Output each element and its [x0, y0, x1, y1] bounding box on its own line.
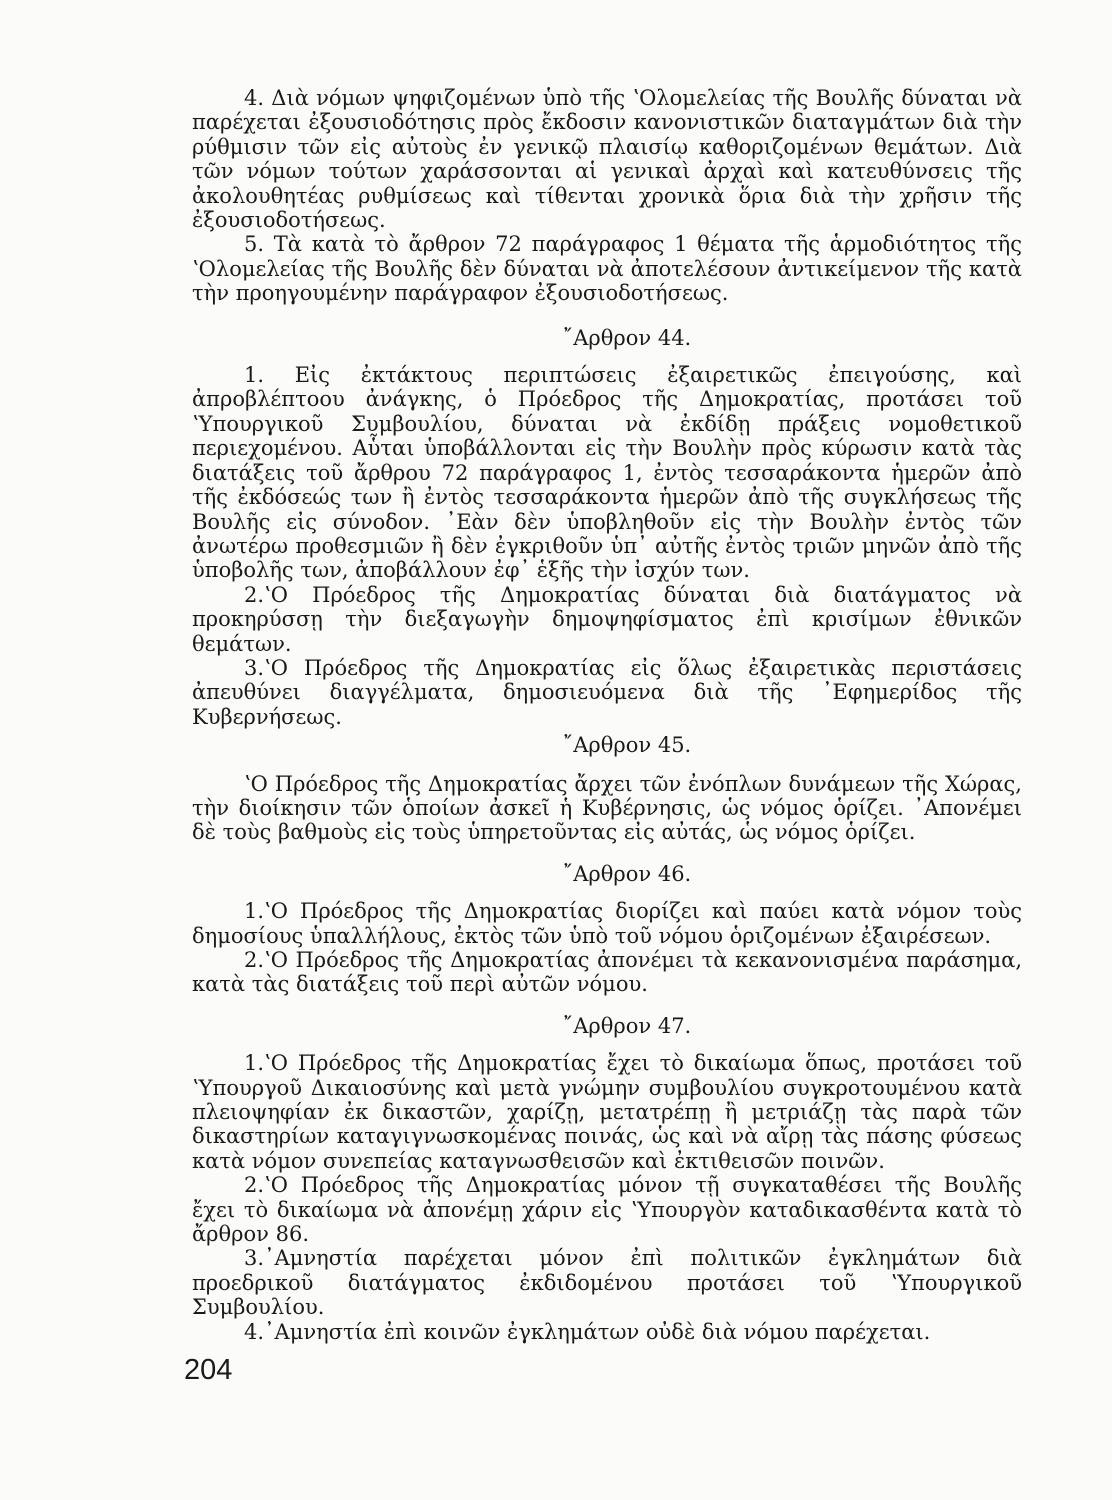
article-46-body: [192, 899, 1022, 997]
continued-article-section: [192, 86, 1022, 306]
article-44-paragraph-1: 1. Εἰς ἐκτάκτους περιπτώσεις ἐξαιρετικῶς ἐπειγούσης, καὶ ἀπροβλέπτοου ἀνάγκης, ὁ Πρόεδρος τῆς Δημοκρατίας, προτάσει τοῦ ʽΥπουργικοῦ Συμβουλίου, δύναται νὰ ἐκδίδῃ πράξεις νομοθετικοῦ περιεχομένου. Αὗται ὑποβάλλονται εἰς τὴν Βουλὴν πρὸς κύρωσιν κατὰ τὰς διατάξεις τοῦ ἄρθρου 72 παράγραφος 1, ἐντὸς τεσσαράκοντα ἡμερῶν ἀπὸ τῆς ἐκδόσεώς των ἢ ἐντὸς τεσσαράκοντα ἡμερῶν ἀπὸ τῆς συγκλήσεως τῆς Βουλῆς εἰς σύνοδον. ᾿Εὰν δὲν ὑποβληθοῦν εἰς τὴν Βουλὴν ἐντὸς τῶν ἀνωτέρω προθεσμιῶν ἢ δὲν ἐγκριθοῦν ὑπ᾿ αὐτῆς ἐντὸς τριῶν μηνῶν ἀπὸ τῆς ὑποβολῆς των, ἀποβάλλουν ἐφ᾿ ἑξῆς τὴν ἰσχύν των.: [192, 363, 1022, 583]
paragraph-5: 5. Τὰ κατὰ τὸ ἄρθρον 72 παράγραφος 1 θέματα τῆς ἁρμοδιότητος τῆς ʽΟλομελείας τῆς Βουλῆς δὲν δύναται νὰ ἀποτελέσουν ἀντικείμενον τῆς κατὰ τὴν προηγουμένην παράγραφον ἐξουσιοδοτήσεως.: [192, 232, 1022, 306]
document-body: [192, 86, 1022, 1344]
article-46-paragraph-2: 2.ʽΟ Πρόεδρος τῆς Δημοκρατίας ἀπονέμει τὰ κεκανονισμένα παράσημα, κατὰ τὰς διατάξεις τοῦ περὶ αὐτῶν νόμου.: [192, 948, 1022, 997]
article-46-paragraph-1: 1.ʽΟ Πρόεδρος τῆς Δημοκρατίας διορίζει καὶ παύει κατὰ νόμον τοὺς δημοσίους ὑπαλλήλους, ἐκτὸς τῶν ὑπὸ τοῦ νόμου ὁριζομένων ἐξαιρέσεων.: [192, 899, 1022, 948]
page-number: 204: [184, 1354, 233, 1386]
article-47-heading: ῎Αρθρον 47.: [562, 1013, 692, 1038]
paragraph-4: 4. Διὰ νόμων ψηφιζομένων ὑπὸ τῆς ʽΟλομελείας τῆς Βουλῆς δύναται νὰ παρέχεται ἐξουσιοδότησις πρὸς ἔκδοσιν κανονιστικῶν διαταγμάτων διὰ τὴν ρύθμισιν τῶν εἰς αὐτοὺς ἐν γενικῷ πλαισίῳ καθοριζομένων θεμάτων. Διὰ τῶν νόμων τούτων χαράσσονται αἱ γενικαὶ ἀρχαὶ καὶ κατευθύνσεις τῆς ἀκολουθητέας ρυθμίσεως καὶ τίθενται χρονικὰ ὅρια διὰ τὴν χρῆσιν τῆς ἐξουσιοδοτήσεως.: [192, 86, 1022, 233]
article-45-heading: ῎Αρθρον 45.: [562, 733, 692, 758]
article-44-heading: ῎Αρθρον 44.: [562, 325, 692, 350]
article-47-body: [192, 1051, 1022, 1344]
article-44-paragraph-3: 3.ʽΟ Πρόεδρος τῆς Δημοκρατίας εἰς ὅλως ἐξαιρετικὰς περιστάσεις ἀπευθύνει διαγγέλματα, δημοσιευόμενα διὰ τῆς ᾿Εφημερίδος τῆς Κυβερνήσεως.: [192, 655, 1022, 729]
article-44-paragraph-2: 2.ʽΟ Πρόεδρος τῆς Δημοκρατίας δύναται διὰ διατάγματος νὰ προκηρύσσῃ τὴν διεξαγωγὴν δημοψηφίσματος ἐπὶ κρισίμων ἐθνικῶν θεμάτων.: [192, 582, 1022, 656]
article-44-body: [192, 363, 1022, 729]
article-47-paragraph-3: 3.᾿Αμνηστία παρέχεται μόνον ἐπὶ πολιτικῶν ἐγκλημάτων διὰ προεδρικοῦ διατάγματος ἐκδιδομένου προτάσει τοῦ ʽΥπουργικοῦ Συμβουλίου.: [192, 1246, 1022, 1320]
article-45-paragraph-1: ʽΟ Πρόεδρος τῆς Δημοκρατίας ἄρχει τῶν ἐνόπλων δυνάμεων τῆς Χώρας, τὴν διοίκησιν τῶν ὁποίων ἀσκεῖ ἡ Κυβέρνησις, ὡς νόμος ὁρίζει. ᾿Απονέμει δὲ τοὺς βαθμοὺς εἰς τοὺς ὑπηρετοῦντας εἰς αὐτάς, ὡς νόμος ὁρίζει.: [192, 771, 1022, 845]
article-47-paragraph-4: 4.᾿Αμνηστία ἐπὶ κοινῶν ἐγκλημάτων οὐδὲ διὰ νόμου παρέχεται.: [244, 1319, 931, 1344]
article-46-heading: ῎Αρθρον 46.: [562, 861, 692, 886]
article-47-paragraph-2: 2.ʽΟ Πρόεδρος τῆς Δημοκρατίας μόνον τῇ συγκαταθέσει τῆς Βουλῆς ἔχει τὸ δικαίωμα νὰ ἀπονέμῃ χάριν εἰς ʽΥπουργὸν καταδικασθέντα κατὰ τὸ ἄρθρον 86.: [192, 1173, 1022, 1247]
article-47-paragraph-1: 1.ʽΟ Πρόεδρος τῆς Δημοκρατίας ἔχει τὸ δικαίωμα ὅπως, προτάσει τοῦ ʽΥπουργοῦ Δικαιοσύνης καὶ μετὰ γνώμην συμβουλίου συγκροτουμένου κατὰ πλειοψηφίαν ἐκ δικαστῶν, χαρίζῃ, μετατρέπῃ ἢ μετριάζῃ τὰς παρὰ τῶν δικαστηρίων καταγιγνωσκομένας ποινάς, ὡς καὶ νὰ αἴρῃ τὰς πάσης φύσεως κατὰ νόμον συνεπείας καταγνωσθεισῶν καὶ ἐκτιθεισῶν ποινῶν.: [192, 1051, 1022, 1173]
article-45-body: [192, 772, 1022, 845]
